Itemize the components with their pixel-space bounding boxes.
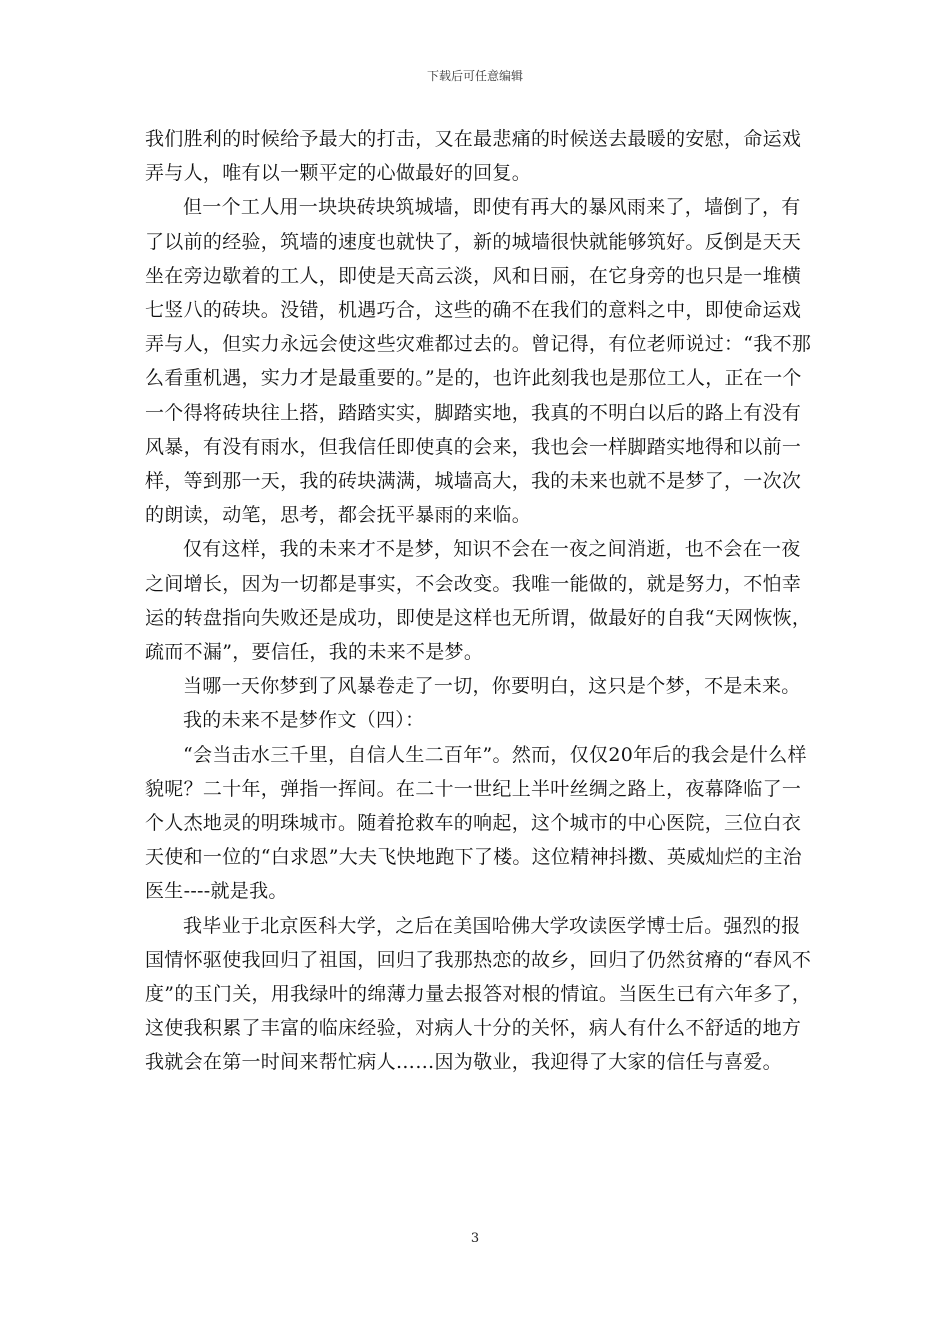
paragraph-1: 我们胜利的时候给予最大的打击，又在最悲痛的时候送去最暖的安慰，命运戏弄与人，唯有以一颗平定的心做最好的回复。 — [145, 128, 802, 185]
document-body — [145, 122, 815, 1080]
paragraph-6: “会当击水三千里，自信人生二百年”。然而，仅仅20年后的我会是什么样貌呢？二十年，弹指一挥间。在二十一世纪上半叶丝绸之路上，夜幕降临了一个人杰地灵的明珠城市。随着抢救车的响起，这个城市的中心医院，三位白衣天使和一位的“白求恩”大夫飞快地跑下了楼。这位精神抖擞、英威灿烂的主治医生----就是我。 — [145, 743, 807, 903]
paragraph-4: 当哪一天你梦到了风暴卷走了一切，你要明白，这只是个梦，不是未来。 — [183, 675, 801, 698]
section-heading: 我的未来不是梦作文（四）： — [183, 709, 425, 732]
page-number: 3 — [470, 1231, 480, 1246]
paragraph-3: 仅有这样，我的未来才不是梦，知识不会在一夜之间消逝，也不会在一夜之间增长，因为一切都是事实，不会改变。我唯一能做的，就是努力，不怕幸运的转盘指向失败还是成功，即使是这样也无所谓，做最好的自我“天网恢恢，疏而不漏”，要信任，我的未来不是梦。 — [145, 538, 812, 664]
paragraph-7: 我毕业于北京医科大学，之后在美国哈佛大学攻读医学博士后。强烈的报国情怀驱使我回归了祖国，回归了我那热恋的故乡，回归了仍然贫瘠的“春风不度”的玉门关，用我绿叶的绵薄力量去报答对根的情谊。当医生已有六年多了，这使我积累了丰富的临床经验，对病人十分的关怀，病人有什么不舒适的地方我就会在第一时间来帮忙病人……因为敬业，我迎得了大家的信任与喜爱。 — [145, 914, 812, 1074]
page-header: 下载后可任意编辑 — [426, 69, 523, 83]
paragraph-2: 但一个工人用一块块砖块筑城墙，即使有再大的暴风雨来了，墙倒了，有了以前的经验，筑墙的速度也就快了，新的城墙很快就能够筑好。反倒是天天坐在旁边歇着的工人，即使是天高云淡，风和日丽，在它身旁的也只是一堆横七竖八的砖块。没错，机遇巧合，这些的确不在我们的意料之中，即使命运戏弄与人，但实力永远会使这些灾难都过去的。曾记得，有位老师说过：“我不那么看重机遇，实力才是最重要的。”是的，也许此刻我也是那位工人，正在一个一个得将砖块往上搭，踏踏实实，脚踏实地，我真的不明白以后的路上有没有风暴，有没有雨水，但我信任即使真的会来，我也会一样脚踏实地得和以前一样，等到那一天，我的砖块满满，城墙高大，我的未来也就不是梦了，一次次的朗读，动笔，思考，都会抚平暴雨的来临。 — [145, 196, 812, 527]
